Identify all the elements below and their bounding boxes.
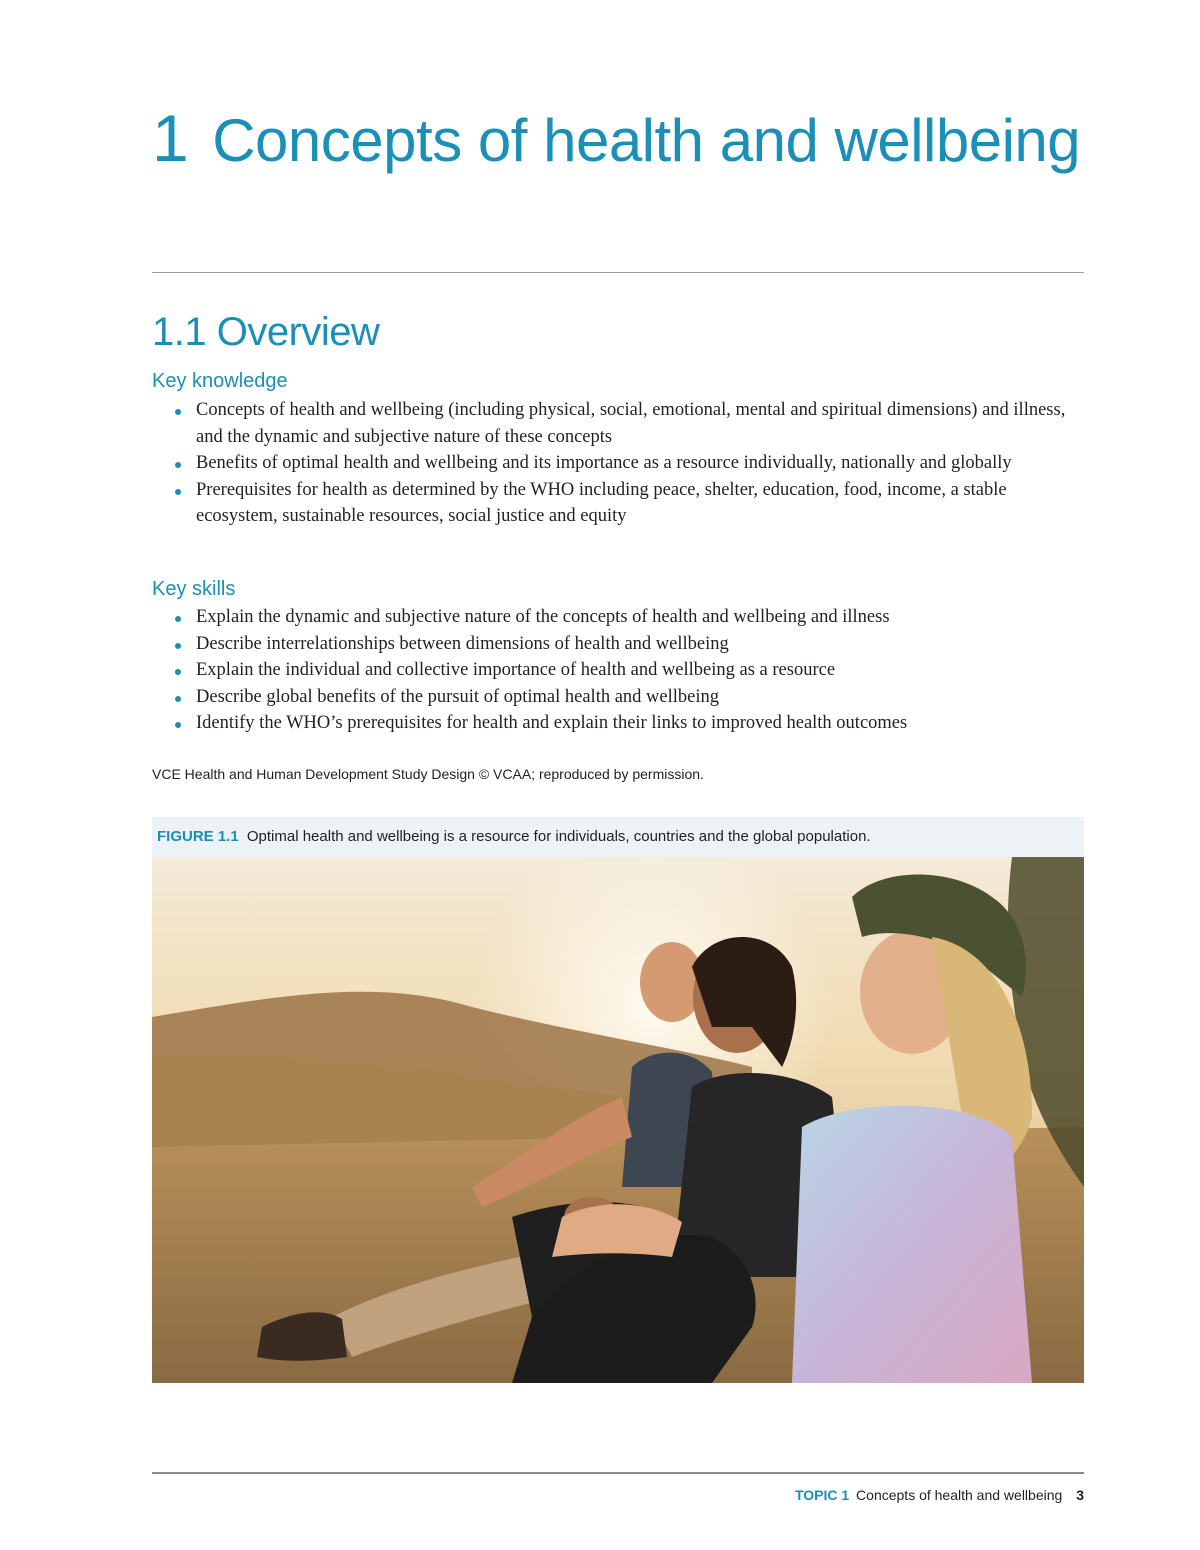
list-item-text: Explain the individual and collective importance of health and wellbeing as a resource xyxy=(196,660,836,680)
key-skills-heading: Key skills xyxy=(152,578,236,600)
figure-label: FIGURE 1.1 xyxy=(157,828,239,845)
page-number: 3 xyxy=(1076,1487,1084,1503)
chapter-title xyxy=(152,100,1092,179)
list-item xyxy=(172,631,1084,658)
list-item xyxy=(172,684,1084,711)
footer-topic-label: TOPIC 1 xyxy=(794,1487,850,1503)
bullet-icon xyxy=(175,722,181,728)
key-knowledge-heading: Key knowledge xyxy=(152,370,288,392)
figure-caption xyxy=(152,817,1084,857)
section-title-text: Overview xyxy=(216,310,380,354)
list-item-text: Describe interrelationships between dimensions of health and wellbeing xyxy=(196,633,729,654)
copyright-credit: VCE Health and Human Development Study Design © VCAA; reproduced by permission. xyxy=(152,766,704,782)
footer-divider xyxy=(152,1472,1084,1474)
chapter-title-text: Concepts of health and wellbeing xyxy=(212,107,1081,174)
list-item xyxy=(172,477,1084,530)
bullet-icon xyxy=(175,616,181,622)
section-number: 1.1 xyxy=(152,310,207,354)
list-item xyxy=(172,604,1084,631)
key-knowledge-list xyxy=(172,397,1084,530)
bullet-icon xyxy=(175,696,181,702)
footer-topic-title: Concepts of health and wellbeing xyxy=(856,1487,1063,1503)
section-title xyxy=(152,306,379,358)
bullet-icon xyxy=(175,669,181,675)
list-item xyxy=(172,397,1084,450)
list-item xyxy=(172,450,1084,477)
bullet-icon xyxy=(175,643,181,649)
list-item-text: Explain the dynamic and subjective nature of the concepts of health and wellbeing and illness xyxy=(196,607,890,627)
bullet-icon xyxy=(175,462,181,468)
figure-photo xyxy=(152,857,1084,1383)
chapter-number: 1 xyxy=(152,101,189,175)
top-divider xyxy=(152,272,1084,273)
list-item-text: Describe global benefits of the pursuit of optimal health and wellbeing xyxy=(196,686,719,707)
photo-illustration xyxy=(152,857,1084,1383)
bullet-icon xyxy=(175,489,181,495)
figure-caption-text: Optimal health and wellbeing is a resource for individuals, countries and the global population. xyxy=(246,828,871,845)
list-item xyxy=(172,710,1084,737)
list-item xyxy=(172,657,1084,684)
key-skills-list xyxy=(172,604,1084,737)
list-item-text: Concepts of health and wellbeing (including physical, social, emotional, mental and spiritual dimensions) and illness, and the dynamic and subjective nature of these concepts xyxy=(196,400,1066,447)
list-item-text: Identify the WHO’s prerequisites for health and explain their links to improved health outcomes xyxy=(196,713,908,733)
list-item-text: Prerequisites for health as determined by the WHO including peace, shelter, education, food, income, a stable ecosystem, sustainable resources, social justice and equity xyxy=(196,479,1007,526)
page-footer xyxy=(795,1485,1084,1505)
list-item-text: Benefits of optimal health and wellbeing and its importance as a resource individually, nationally and globally xyxy=(196,453,1012,473)
bullet-icon xyxy=(175,409,181,415)
